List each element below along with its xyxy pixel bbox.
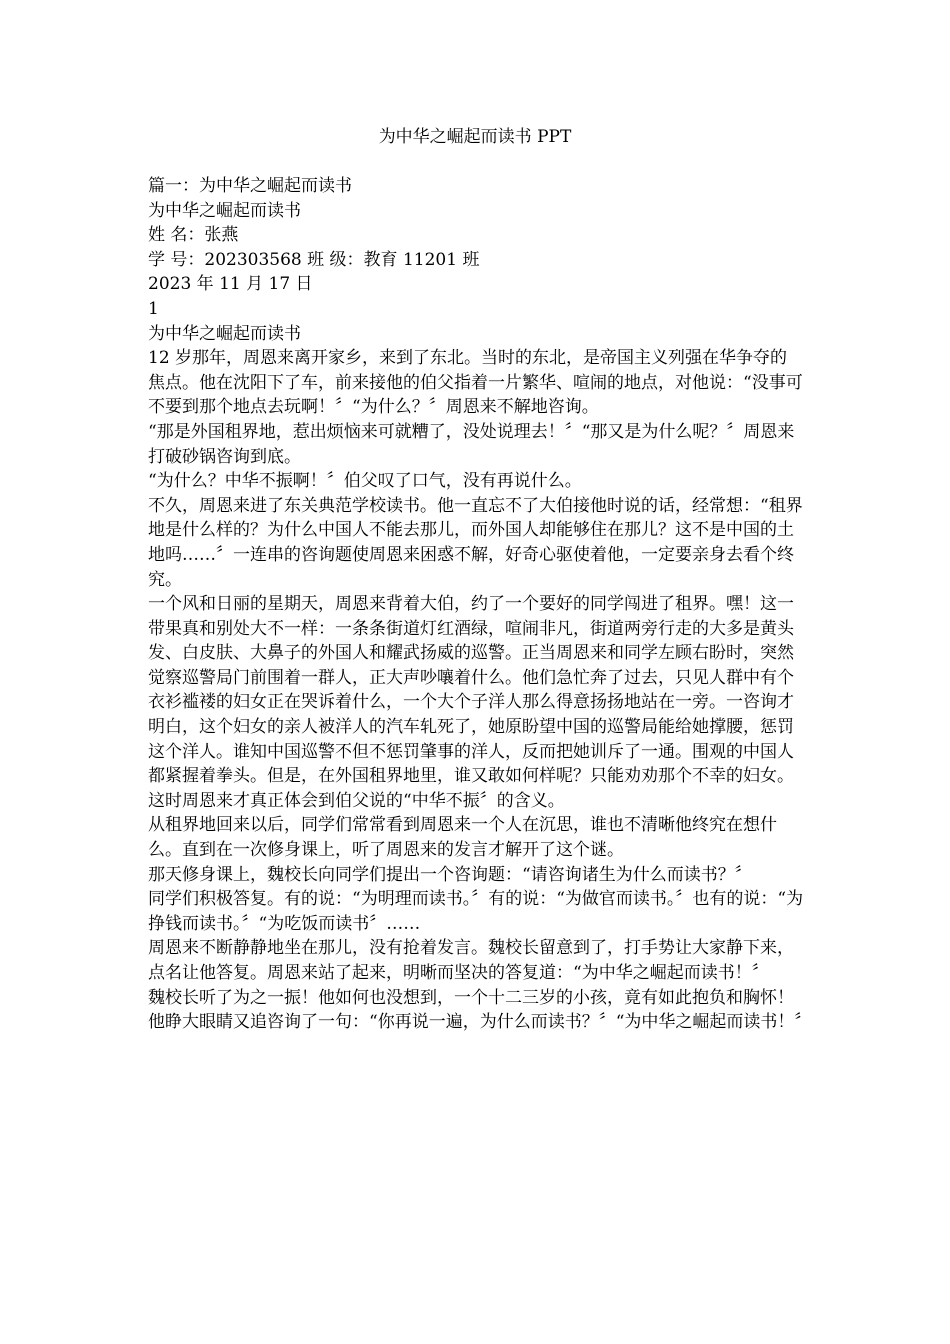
paragraph-body: 从租界地回来以后，同学们常常看到周恩来一个人在沉思，谁也不清晰他终究在想什么。直到在一次修身课上，听了周恩来的发言才解开了这个谜。 xyxy=(148,815,777,861)
paragraph-body: 那天修身课上，魏校长向同学们提出一个咨询题：“请咨询诸生为什么而读书？〞 xyxy=(148,864,752,885)
paragraph-essay-title: 为中华之崛起而读书 xyxy=(148,200,301,221)
paragraph-section-heading: 篇一：为中华之崛起而读书 xyxy=(148,176,352,196)
paragraph-body: 一个风和日丽的星期天，周恩来背着大伯，约了一个要好的同学闯进了租界。嘿！这一带果真和别处大不一样：一条条街道灯红酒绿，喧闹非凡，街道两旁行走的大多是黄头发、白皮肤、大鼻子的外国人和耀武扬威的巡警。正当周恩来和同学左顾右盼时，突然觉察巡警局门前围着一群人，正大声吵嚷着什么。他们急忙奔了过去，只见人群中有个衣衫褴褛的妇女正在哭诉着什么，一个大个子洋人那么得意扬扬地站在一旁。一咨询才明白，这个妇女的亲人被洋人的汽车轧死了，她原盼望中国的巡警局能给她撑腰，惩罚这个洋人。谁知中国巡警不但不惩罚肇事的洋人，反而把她训斥了一通。围观的中国人都紧握着拳头。但是，在外国租界地里，谁又敢如何样呢？只能劝劝那个不幸的妇女。这时周恩来才真正体会到伯父说的“中华不振〞的含义。 xyxy=(148,594,794,811)
paragraph-body: “那是外国租界地，惹出烦恼来可就糟了，没处说理去！〞“那又是为什么呢？〞周恩来打破砂锅咨询到底。 xyxy=(148,421,795,467)
paragraph-body: “为什么？中华不振啊！〞伯父叹了口气，没有再说什么。 xyxy=(148,471,582,492)
paragraph-body: 12 岁那年，周恩来离开家乡，来到了东北。当时的东北，是帝国主义列强在华争夺的焦点。他在沈阳下了车，前来接他的伯父指着一片繁华、喧闹的地点，对他说：“没事可不要到那个地点去玩啊！〞“为什么？〞周恩来不解地咨询。 xyxy=(148,348,803,418)
document-body xyxy=(148,174,812,1035)
document-title: 为中华之崛起而读书 PPT xyxy=(378,127,572,147)
paragraph-body: 同学们积极答复。有的说：“为明理而读书。〞有的说：“为做官而读书。〞也有的说：“为挣钱而读书。〞“为吃饭而读书〞…… xyxy=(148,889,804,934)
paragraph-story-title: 为中华之崛起而读书 xyxy=(148,323,301,344)
paragraph-student-id-class: 学 号：202303568 班 级：教育 11201 班 xyxy=(148,249,480,270)
paragraph-body: 不久，周恩来进了东关典范学校读书。他一直忘不了大伯接他时说的话，经常想：“租界地是什么样的？为什么中国人不能去那儿，而外国人却能够住在那儿？这不是中国的土地吗……〞一连串的咨询题使周恩来困惑不解，好奇心驱使着他，一定要亲身去看个终究。 xyxy=(148,495,803,590)
paragraph-page-number: 1 xyxy=(148,298,159,319)
paragraph-body: 周恩来不断静静地坐在那儿，没有抢着发言。魏校长留意到了，打手势让大家静下来，点名让他答复。周恩来站了起来，明晰而坚决的答复道：“为中华之崛起而读书！〞 xyxy=(148,938,794,983)
paragraph-author-name: 姓 名：张燕 xyxy=(148,225,239,246)
paragraph-body: 魏校长听了为之一振！他如何也没想到，一个十二三岁的小孩，竟有如此抱负和胸怀！他睁大眼睛又追咨询了一句：“你再说一遍，为什么而读书？〞“为中华之崛起而读书！〞 xyxy=(148,987,812,1033)
paragraph-date: 2023 年 11 月 17 日 xyxy=(148,274,313,295)
